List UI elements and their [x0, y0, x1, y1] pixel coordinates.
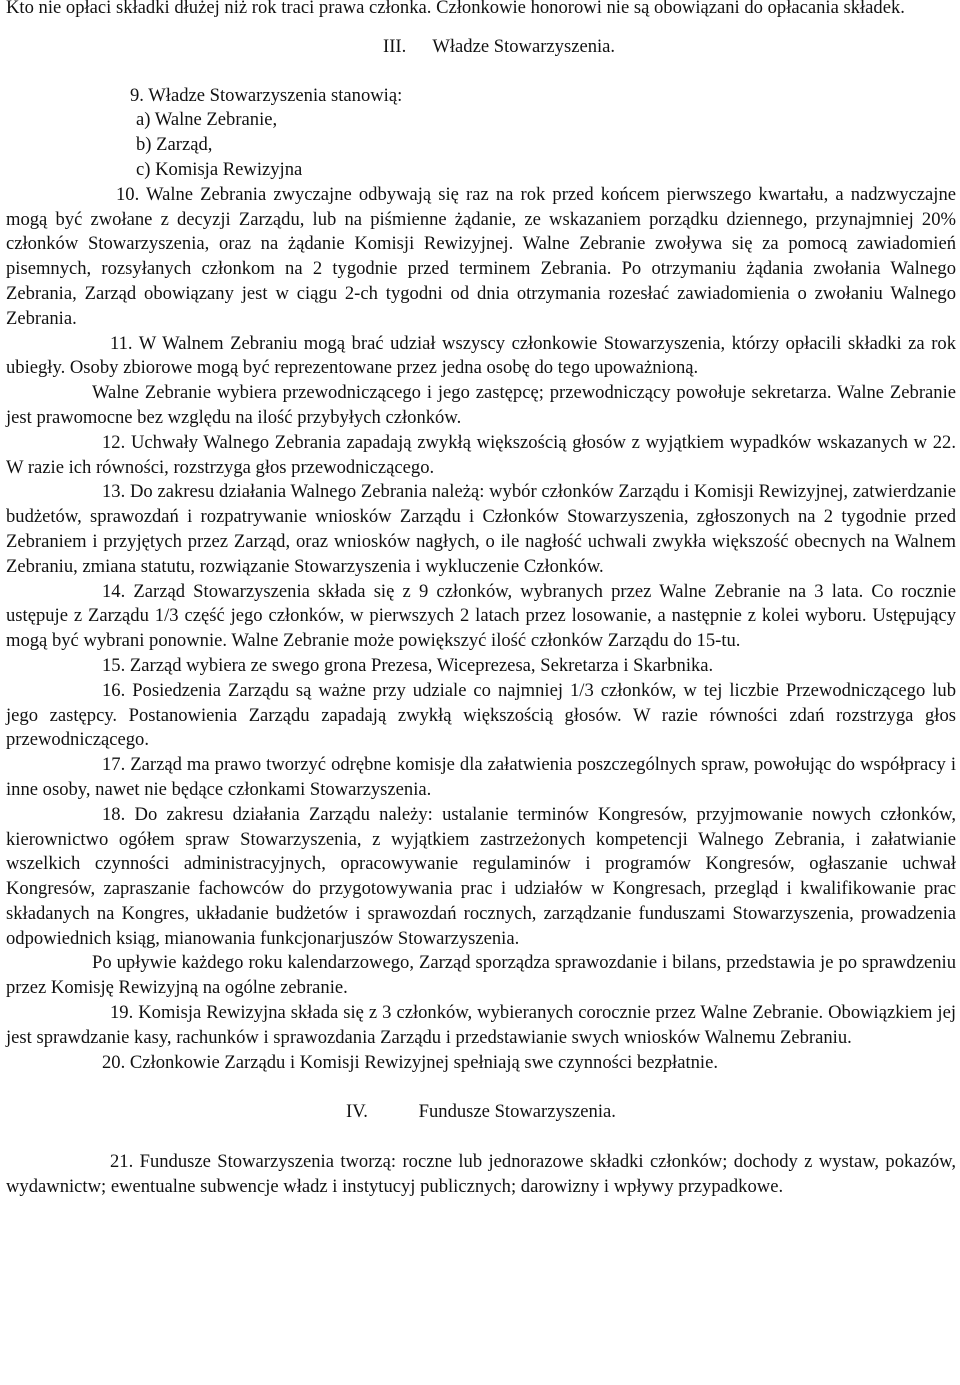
- intro-paragraph: Kto nie opłaci składki dłużej niż rok traci prawa członka. Członkowie honorowi nie są obowiązani do opłacania składek.: [6, 0, 905, 18]
- paragraph-14: 14. Zarząd Stowarzyszenia składa się z 9 członków, wybranych przez Walne Zebranie na 3 lata. Co rocznie ustępuje z Zarządu 1/3 część jego członków, w pierwszych 2 latach przez losowanie, a następnie z kolei wyboru. Ustępujący mogą być wybrani ponownie. Walne Zebranie może powiększyć ilość członków Zarządu do 15-tu.: [6, 580, 956, 652]
- authorities-list: [6, 108, 956, 182]
- paragraph-19: 19. Komisja Rewizyjna składa się z 3 członków, wybieranych corocznie przez Walne Zebranie. Obowiązkiem jej jest sprawdzanie kasy, rachunków i sprawozdania Zarządu i przedstawianie swych wniosków Walnemu Zebraniu.: [6, 1002, 956, 1048]
- list-item: c) Komisja Rewizyjna: [136, 158, 303, 180]
- section-title: Fundusze Stowarzyszenia.: [418, 1101, 616, 1123]
- section-heading-4: [6, 1100, 956, 1125]
- paragraph-20: 20. Członkowie Zarządu i Komisji Rewizyjnej spełniają swe czynności bezpłatnie.: [102, 1051, 718, 1073]
- paragraph-9-lead: 9. Władze Stowarzyszenia stanowią:: [130, 84, 403, 106]
- section-title: Władze Stowarzyszenia.: [432, 35, 616, 57]
- paragraph-13: 13. Do zakresu działania Walnego Zebrania należą: wybór członków Zarządu i Komisji Rewizyjnej, zatwierdzanie budżetów, sprawozdań i rozpatrywanie wniosków Zarządu i Członków Stowarzyszenia, zgłoszonych na 2 tygodnie przed Zebraniem i przyjętych przez Zarząd, oraz wniosków nagłych, o ile nagłość uchwali zwykła większość obecnych na Walnem Zebraniu, zmiana statutu, rozwiązanie Stowarzyszenia i wykluczenie Członków.: [6, 481, 956, 577]
- paragraph-17: 17. Zarząd ma prawo tworzyć odrębne komisje dla załatwienia poszczególnych spraw, powołując do współpracy i inne osoby, nawet nie będące członkami Stowarzyszenia.: [6, 754, 956, 800]
- document-page: [6, 0, 956, 1200]
- paragraph-16: 16. Posiedzenia Zarządu są ważne przy udziale co najmniej 1/3 członków, w tej liczbie Przewodniczącego lub jego zastępcy. Postanowienia Zarządu zapadają zwykłą większością głosów. W razie równości zdań rozstrzyga głos przewodniczącego.: [6, 679, 956, 751]
- list-item: b) Zarząd,: [136, 134, 213, 156]
- paragraph-18-continued: Po upływie każdego roku kalendarzowego, Zarząd sporządza sprawozdanie i bilans, przedstawia je po sprawdzeniu przez Komisję Rewizyjną na ogólne zebranie.: [6, 952, 956, 999]
- paragraph-21: 21. Fundusze Stowarzyszenia tworzą: roczne lub jednorazowe składki członków; dochody z wystaw, pokazów, wydawnictw; ewentualne subwencje władz i instytucyj publicznych; darowizny i wpływy przypadkowe.: [6, 1151, 956, 1198]
- list-item: a) Walne Zebranie,: [136, 109, 278, 131]
- section-heading-3: [6, 35, 956, 60]
- section-number: IV.: [346, 1101, 368, 1123]
- paragraph-15: 15. Zarząd wybiera ze swego grona Prezesa, Wiceprezesa, Sekretarza i Skarbnika.: [102, 654, 714, 676]
- paragraph-18: 18. Do zakresu działania Zarządu należy: ustalanie terminów Kongresów, przyjmowanie nowych członków, kierownictwo ogółem spraw Stowarzyszenia, z wyjątkiem zastrzeżonych kompetencji Walnego Zebrania, i załatwianie wszelkich czynności administracyjnych, opracowywanie regulaminów i programów Kongresów, ogłaszanie uchwał Kongresów, zapraszanie fachowców do przygotowywania prac i udziałów w Kongresach, przegląd i kwalifikowanie prac składanych na Kongres, układanie budżetów i sprawozdań rocznych, zarządzanie funduszami Stowarzyszenia, prowadzenia odpowiednich ksiąg, mianowania funkcjonarjuszów Stowarzyszenia.: [6, 803, 956, 949]
- section-number: III.: [383, 35, 407, 57]
- paragraph-11-continued: Walne Zebranie wybiera przewodniczącego i jego zastępcę; przewodniczący powołuje sekretarza. Walne Zebranie jest prawomocne bez względu na ilość przybyłych członków.: [6, 382, 956, 428]
- paragraph-10: 10. Walne Zebrania zwyczajne odbywają się raz na rok przed końcem pierwszego kwartału, a nadzwyczajne mogą być zwołane z decyzji Zarządu, lub na piśmienne żądanie, ze wskazaniem porządku dziennego, przynajmniej 20% członków Stowarzyszenia, oraz na żądanie Komisji Rewizyjnej. Walne Zebranie zwoływa się za pomocą zawiadomień pisemnych, rozsyłanych członkom na 2 tygodnie przed terminem Zebrania. Po otrzymaniu żądania zwołania Walnego Zebrania, Zarząd obowiązany jest w ciągu 2-ch tygodni od dnia otrzymania rozesłać zawiadomienia o zwołaniu Walnego Zebrania.: [6, 183, 956, 329]
- paragraph-11: 11. W Walnem Zebraniu mogą brać udział wszyscy członkowie Stowarzyszenia, którzy opłacili składki za rok ubiegły. Osoby zbiorowe mogą być reprezentowane przez jedna osobę do tego upoważnioną.: [6, 332, 956, 379]
- paragraph-12: 12. Uchwały Walnego Zebrania zapadają zwykłą większością głosów z wyjątkiem wypadków wskazanych w 22. W razie ich równości, rozstrzyga głos przewodniczącego.: [6, 431, 956, 478]
